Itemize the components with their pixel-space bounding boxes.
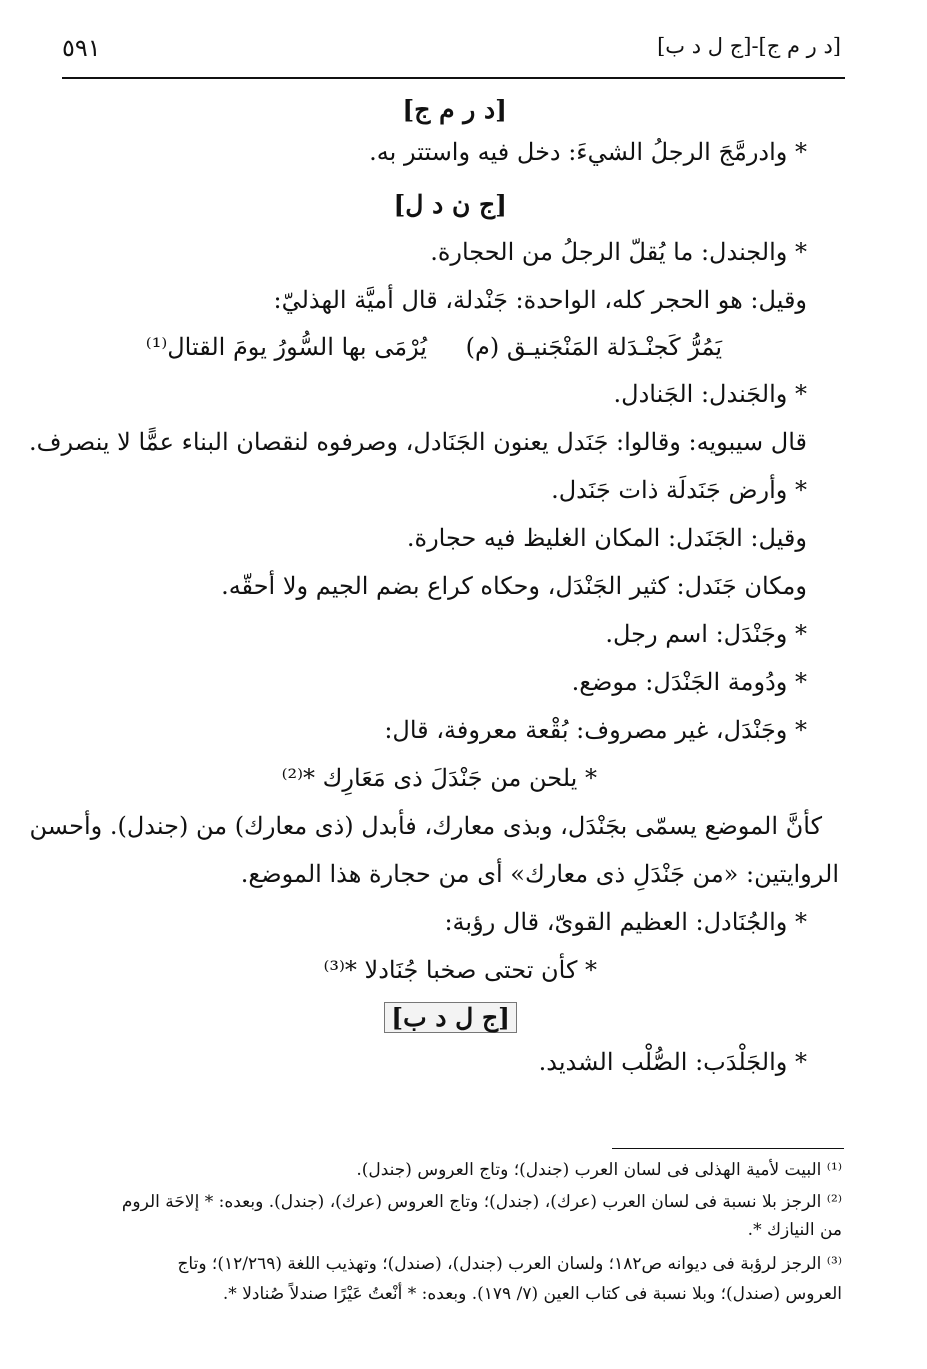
body-line: كأنَّ الموضع يسمّى بجَنْدَل، وبذى معارك، فأبدل (ذى معارك) من (جندل). وأحسن (29, 812, 822, 840)
body-line: * والجندل: ما يُقلّ الرجلُ من الحجارة. (430, 238, 807, 266)
footnote-2-continued: من النيازك *. (747, 1220, 842, 1240)
verse-line: * كأن تحتى صخبا جُنَادلا *⁽³⁾ (323, 956, 597, 984)
body-line: الروايتين: «من جَنْدَلِ ذى معارك» أى من حجارة هذا الموضع. (240, 860, 839, 888)
footnote-3-continued: العروس (صندل)؛ وبلا نسبة فى كتاب العين (٧/ ١٧٩). وبعده: * أنْعتُ عَيْرًا صندلاً صُنادلا *. (222, 1284, 842, 1304)
verse-line: * يلحن من جَنْدَلَ ذى مَعَارِك *⁽²⁾ (281, 764, 597, 792)
body-line: ومكان جَنَدل: كثير الجَنْدَل، وحكاه كراع بضم الجيم ولا أحقّه. (221, 572, 807, 600)
entry-heading-jldb: [ج ل د ب] (384, 1002, 517, 1033)
body-line: * وادرمَّجَ الرجلُ الشيءَ: دخل فيه واستتر به. (369, 138, 807, 166)
footnote-rule (612, 1148, 844, 1149)
body-line: * والجَلْدَب: الصُّلْب الشديد. (538, 1048, 807, 1076)
body-line: * وأرض جَنَدلَة ذات جَنَدل. (551, 476, 807, 504)
footnote-2: ⁽²⁾ الرجز بلا نسبة فى لسان العرب (عرك)، (جندل)؛ وتاج العروس (عرك)، (جندل). وبعده: * إلاحَة الروم (121, 1192, 842, 1212)
body-line: قال سيبويه: وقالوا: جَنَدل يعنون الجَنَادل، وصرفوه لنقصان البناء عمًّا لا ينصرف. (29, 428, 807, 456)
verse-hemistich-first: يَمُرُّ كَجنْـدَلة المَنْجَنيـق (م) (465, 333, 722, 361)
body-line: * ودُومة الجَنْدَل: موضع. (571, 668, 807, 696)
body-line: وقيل: هو الحجر كله، الواحدة: جَنْدلة، قال أميَّة الهذليّ: (273, 286, 807, 314)
running-header: [د ر م ج]-[ج ل د ب] (657, 34, 841, 58)
body-line: * والجَندل: الجَنادل. (613, 380, 807, 408)
footnote-1: ⁽¹⁾ البيت لأمية الهذلى فى لسان العرب (جندل)؛ وتاج العروس (جندل). (356, 1160, 842, 1180)
body-line: * والجُنَادل: العظيم القوىّ، قال رؤبة: (444, 908, 807, 936)
body-line: * وجَنْدَل: اسم رجل. (605, 620, 807, 648)
verse-hemistich-second: يُرْمَى بها السُّورُ يومَ القتال⁽¹⁾ (145, 333, 427, 361)
body-line: وقيل: الجَنَدل: المكان الغليظ فيه حجارة. (406, 524, 807, 552)
footnote-3: ⁽³⁾ الرجز لرؤبة فى ديوانه ص١٨٢؛ ولسان العرب (جندل)، (صندل)؛ وتهذيب اللغة (١٢/٢٦٩)؛ وتاج (177, 1254, 842, 1274)
body-line: * وجَنْدَل، غير مصروف: بُقْعة معروفة، قال: (384, 716, 807, 744)
entry-heading-drmj: [د ر م ج] (402, 95, 507, 124)
header-rule (62, 77, 845, 79)
page-number: ٥٩١ (62, 34, 101, 62)
entry-heading-jndl: [ج ن د ل] (393, 190, 507, 219)
